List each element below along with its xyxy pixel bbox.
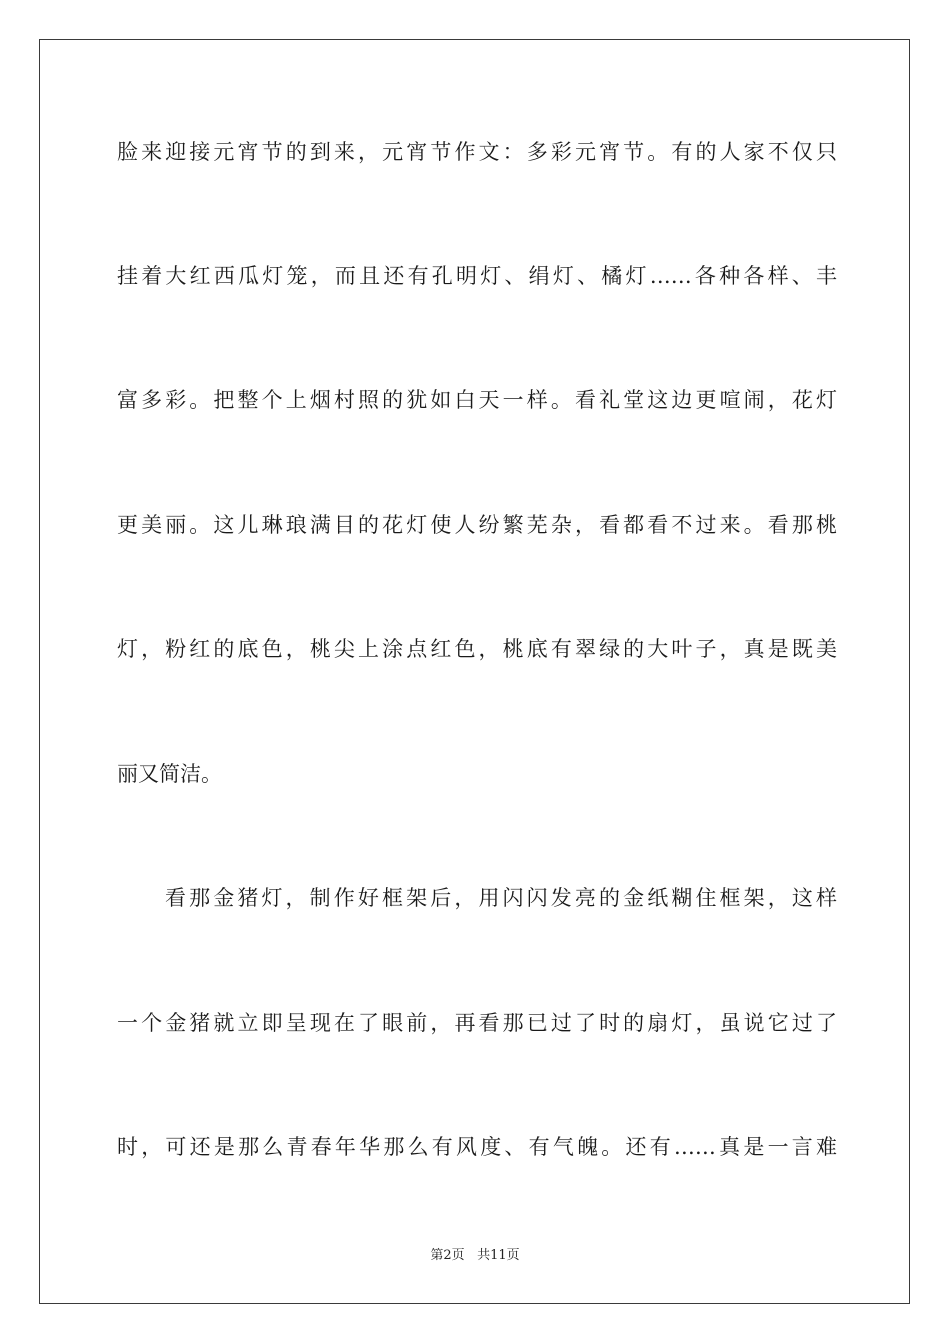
paragraph-line: 挂着大红西瓜灯笼，而且还有孔明灯、绢灯、橘灯……各种各样、丰 bbox=[117, 264, 837, 288]
paragraph-line: 富多彩。把整个上烟村照的犹如白天一样。看礼堂这边更喧闹，花灯 bbox=[117, 388, 837, 412]
paragraph-line: 更美丽。这儿琳琅满目的花灯使人纷繁芜杂，看都看不过来。看那桃 bbox=[117, 513, 837, 537]
paragraph-line: 脸来迎接元宵节的到来，元宵节作文：多彩元宵节。有的人家不仅只 bbox=[117, 140, 837, 164]
paragraph-line: 一个金猪就立即呈现在了眼前，再看那已过了时的扇灯，虽说它过了 bbox=[117, 1011, 837, 1035]
page-border bbox=[39, 39, 910, 1304]
page-footer bbox=[0, 1247, 950, 1265]
paragraph-line: 看那金猪灯，制作好框架后，用闪闪发亮的金纸糊住框架，这样 bbox=[165, 886, 837, 910]
paragraph-line: 灯，粉红的底色，桃尖上涂点红色，桃底有翠绿的大叶子，真是既美 bbox=[117, 637, 837, 661]
page-number: 第2页 bbox=[430, 1248, 465, 1263]
paragraph-line: 丽又简洁。 bbox=[117, 762, 222, 786]
paragraph-line: 时，可还是那么青春年华那么有风度、有气魄。还有……真是一言难 bbox=[117, 1135, 837, 1159]
page-total: 共11页 bbox=[477, 1248, 520, 1263]
